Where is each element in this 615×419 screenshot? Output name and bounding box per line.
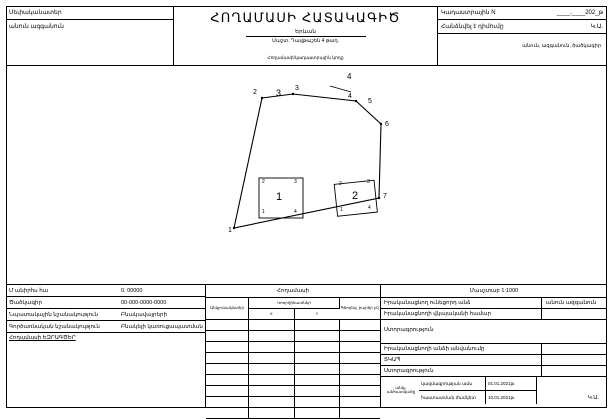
vertex-dot — [233, 227, 235, 229]
table-row — [206, 364, 380, 375]
table-row — [6, 297, 205, 309]
cell-h — [340, 331, 381, 342]
cell-x — [249, 386, 295, 397]
vertex-label-2: 2 — [253, 89, 257, 96]
vertex-label-3: 3 — [295, 85, 299, 92]
title-block-bottom — [6, 285, 607, 408]
date-key-2: հաստատման ժամկետ — [419, 391, 486, 405]
table-row — [6, 321, 205, 333]
cell-y — [294, 397, 340, 408]
vertex-label-4: 4 — [348, 93, 352, 100]
table-row — [206, 320, 380, 331]
signature-label-1: Ստորագրություն — [384, 327, 434, 333]
building2-corner-4: 4 — [368, 205, 371, 211]
cell-h — [340, 397, 381, 408]
vertex-label-1: 1 — [228, 227, 232, 234]
cell-h — [340, 408, 381, 419]
cell-h — [340, 364, 381, 375]
cell-y — [294, 353, 340, 364]
parcel-plan-svg — [6, 66, 607, 285]
table-row — [419, 377, 537, 391]
stamp-mark: Կ.Ա. — [587, 395, 599, 401]
top-label-3: 3 — [276, 88, 282, 98]
owner-block — [6, 6, 174, 65]
leader-line-4 — [330, 86, 351, 92]
parcel-drawing-area — [6, 66, 607, 285]
cell-h — [340, 375, 381, 386]
vertex-label-6: 6 — [385, 121, 389, 128]
vertex-dot — [380, 123, 382, 125]
table-row — [206, 331, 380, 342]
license-value — [541, 309, 607, 320]
application-value: Կ.Ա. — [590, 24, 603, 30]
dates-table — [419, 377, 537, 404]
cell-pt — [206, 353, 249, 364]
function-value: Բնակելի կառուցապատման — [121, 324, 203, 330]
cell-pt — [206, 331, 249, 342]
table-row — [206, 375, 380, 386]
cell-y — [294, 408, 340, 419]
cell-pt — [206, 320, 249, 331]
scale-label: Մասշտաբ 1:1000 — [381, 285, 607, 298]
col-y: Y — [294, 309, 340, 320]
vertex-label-7: 7 — [383, 193, 387, 200]
col-x: X — [249, 309, 295, 320]
approval-block — [381, 285, 607, 407]
table-row — [419, 391, 537, 405]
cadastral-code-caption: Հողամասի/կադաստրային կոդը — [267, 55, 344, 60]
cell-pt — [206, 375, 249, 386]
purpose-label: Նպատակային նշանակություն — [9, 312, 98, 318]
table-row — [381, 366, 607, 377]
cell-x — [249, 320, 295, 331]
code-value: 00-000-0000-0000 — [121, 300, 167, 306]
vertex-dot — [292, 93, 294, 95]
vertex-label-4-top: 4 — [347, 72, 352, 81]
building2-corner-3: 3 — [367, 179, 370, 185]
cell-h — [340, 353, 381, 364]
area-value: 0. 00000 — [121, 288, 143, 294]
building1-label: 1 — [276, 191, 283, 203]
vertex-dot — [261, 97, 263, 99]
cell-y — [294, 320, 340, 331]
table-row — [206, 397, 380, 408]
tkap-value — [541, 355, 607, 366]
cell-x — [249, 408, 295, 419]
cell-x — [249, 375, 295, 386]
coordinates-header-row — [206, 298, 380, 309]
cell-pt — [206, 408, 249, 419]
cell-x — [249, 364, 295, 375]
building2-corner-1: 1 — [340, 207, 343, 213]
signature-label-2: Ստորագրություն — [384, 368, 434, 374]
city-label: Երևան — [295, 29, 316, 35]
col-coords: Կոորդինատներ — [249, 298, 340, 309]
vertex-label-5: 5 — [368, 98, 372, 105]
executor-value: անուն ազգանուն — [541, 298, 607, 309]
vertex-dot — [378, 197, 380, 199]
coordinates-grid — [206, 298, 380, 419]
title-block-header — [6, 6, 607, 66]
building1-corner-3: 3 — [294, 179, 297, 185]
coordinates-table — [206, 285, 381, 407]
cell-pt — [206, 342, 249, 353]
building1-corner-4: 4 — [294, 209, 297, 215]
dates-caption: անկյ. անհատվածը — [386, 385, 416, 395]
cell-x — [249, 353, 295, 364]
cadastral-number-value: ____,____202_թ — [556, 10, 603, 16]
organization-label: Իրականացնողի անձի անվանումը — [384, 346, 485, 352]
parcel-info-table — [6, 285, 206, 407]
title-rule — [246, 36, 366, 37]
signature-value-2 — [541, 366, 607, 377]
table-row — [381, 344, 607, 355]
code-label: Ծածկագիր — [9, 300, 42, 306]
district-label: Մաշտ. Դավթաշեն 4 թաղ. — [272, 38, 339, 44]
license-label: Իրականացնողի վկայականի համար — [384, 311, 491, 317]
cell-pt — [206, 386, 249, 397]
cell-y — [294, 364, 340, 375]
owner-label: Սեփականատեր — [6, 6, 173, 20]
application-label: Հանձնվել է դիմումը — [441, 24, 504, 30]
cell-x — [249, 397, 295, 408]
registration-block — [438, 6, 607, 65]
vertex-dot — [355, 100, 357, 102]
cell-y — [294, 375, 340, 386]
sheet-title-block — [174, 6, 438, 65]
cell-y — [294, 342, 340, 353]
col-height: Գեոդեզ. բարձր (Հ) — [340, 298, 381, 320]
dates-block — [381, 377, 607, 405]
page-title: ՀՈՂԱՄԱՍԻ ՀԱՏԱԿԱԳԻԾ — [210, 10, 401, 25]
table-row — [6, 309, 205, 321]
boundary-note: Հողամասի ԵԶՐԱԳԾԵՐ — [9, 335, 76, 341]
area-label: Մ անիրհս հա — [9, 288, 49, 294]
application-row — [438, 20, 607, 34]
building1-corner-2: 2 — [262, 179, 265, 185]
table-row — [381, 298, 607, 309]
owner-name: անուն ազգանուն — [9, 24, 64, 30]
coordinates-title: Հողամասի — [206, 285, 380, 298]
organization-value — [541, 344, 607, 355]
building2-label: 2 — [352, 190, 359, 202]
executor-label: Իրականացնող ունեցորդ անձ — [384, 300, 471, 306]
cell-y — [294, 331, 340, 342]
building2-corner-2: 2 — [339, 181, 342, 187]
date-value-2: 10.01.2021թ. — [486, 391, 537, 405]
cell-y — [294, 386, 340, 397]
cell-h — [340, 320, 381, 331]
cell-x — [249, 331, 295, 342]
cell-h — [340, 342, 381, 353]
cell-pt — [206, 364, 249, 375]
date-key-1: կազմագրության ամս — [419, 377, 486, 391]
cadastral-number-label: Կադաստրային N — [441, 10, 496, 16]
signature-caption: անուն, ազգանուն, ծածկագիր — [522, 43, 601, 49]
table-row — [206, 386, 380, 397]
parcel-outline — [234, 94, 381, 228]
tkap-label: ՏԿԱՊ — [384, 357, 401, 363]
cadastral-number-row — [438, 6, 607, 20]
table-row — [206, 408, 380, 419]
table-row — [206, 353, 380, 364]
purpose-value: Բնակավայրերի — [121, 312, 167, 318]
table-row — [206, 342, 380, 353]
cell-x — [249, 342, 295, 353]
function-label: Գործառնական նշանակություն — [9, 324, 100, 330]
col-points: Անկյունակետեր — [206, 298, 249, 320]
cell-h — [340, 386, 381, 397]
building1-corner-1: 1 — [262, 209, 265, 215]
table-row — [381, 309, 607, 320]
table-row — [381, 355, 607, 366]
date-value-1: 01.01.2021թ. — [486, 377, 537, 391]
signature-row-1 — [381, 320, 607, 344]
table-row — [6, 285, 205, 297]
cell-pt — [206, 397, 249, 408]
